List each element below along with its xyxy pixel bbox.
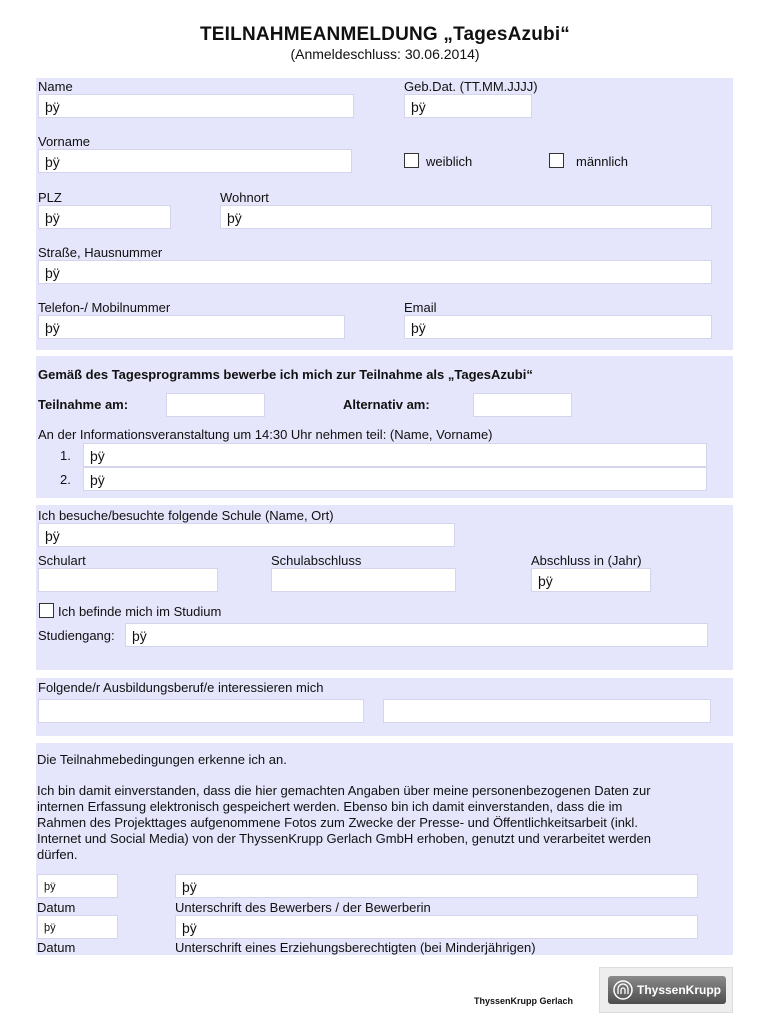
date-2-field[interactable]: þÿ [37,915,118,939]
company-logo [599,967,733,1013]
privacy-consent-text [37,783,717,863]
info-event-label: An der Informationsveranstaltung um 14:30 Uhr nehmen teil: (Name, Vorname) [38,427,493,442]
attendee-number: 1. [60,448,71,463]
vorname-label: Vorname [38,134,91,149]
apprenticeship-section [36,678,733,736]
date-1-field[interactable]: þÿ [37,874,118,898]
date-label: Teilnahme am: [38,397,129,412]
consent-section [36,743,733,955]
phone-field[interactable]: þÿ [38,315,345,339]
apprenticeship-label: Folgende/r Ausbildungsberuf/e interessieren mich [38,680,324,695]
email-field[interactable]: þÿ [404,315,712,339]
plz-label: PLZ [38,190,62,205]
studiengang-field[interactable]: þÿ [125,623,708,647]
studium-label: Ich befinde mich im Studium [58,604,222,619]
signature-guardian-field[interactable]: þÿ [175,915,698,939]
consent-line: Internet und Social Media) von der ThyssenKrupp Gerlach GmbH erhoben, genutzt und verarbeitet werden [37,831,651,846]
attendee-2-field[interactable]: þÿ [83,467,707,491]
consent-line: Rahmen des Projekttages aufgenommene Fotos zum Zwecke der Presse- und Öffentlichkeitsarbeit (inkl. [37,815,638,830]
year-field[interactable]: þÿ [531,568,651,592]
studium-checkbox[interactable] [39,603,54,618]
school-section [36,505,733,670]
consent-line: Ich bin damit einverstanden, dass die hier gemachten Angaben über meine personenbezogenen Daten zur [37,783,651,798]
attendee-1-field[interactable]: þÿ [83,443,707,467]
street-field[interactable]: þÿ [38,260,712,284]
vorname-field[interactable]: þÿ [38,149,352,173]
plz-field[interactable]: þÿ [38,205,171,229]
date-2-label: Datum [37,940,76,955]
school-label: Ich besuche/besuchte folgende Schule (Name, Ort) [38,508,334,523]
wohnort-field[interactable]: þÿ [220,205,712,229]
arches-icon [613,980,633,1000]
signature-applicant-field[interactable]: þÿ [175,874,698,898]
school-field[interactable]: þÿ [38,523,455,547]
schulart-field[interactable] [38,568,218,592]
consent-line: internen Erfassung elektronisch gespeichert werden. Ebenso bin ich damit einverstanden, dass die im [37,799,623,814]
form-title: TEILNAHMEANMELDUNG „TagesAzubi“ [199,24,570,45]
consent-line: dürfen. [37,847,78,862]
alt-date-label: Alternativ am: [343,397,430,412]
alt-date-field[interactable] [473,393,572,417]
signature-guardian-label: Unterschrift eines Erziehungsberechtigten (bei Minderjährigen) [175,940,536,955]
abschluss-field[interactable] [271,568,456,592]
female-label: weiblich [426,154,473,169]
dob-label: Geb.Dat. (TT.MM.JJJJ) [404,79,538,94]
company-name: ThyssenKrupp Gerlach [474,996,574,1006]
apprenticeship-field-1[interactable] [38,699,364,723]
street-label: Straße, Hausnummer [38,245,163,260]
year-label: Abschluss in (Jahr) [531,553,642,568]
email-label: Email [404,300,437,315]
deadline-subtitle: (Anmeldeschluss: 30.06.2014) [290,46,480,62]
program-section [36,356,733,498]
phone-label: Telefon-/ Mobilnummer [38,300,171,315]
female-checkbox[interactable] [404,153,419,168]
male-label: männlich [576,154,629,169]
personal-data-section [36,78,733,350]
studiengang-label: Studiengang: [38,628,115,643]
abschluss-label: Schulabschluss [271,553,362,568]
program-heading: Gemäß des Tagesprogramms bewerbe ich mich zur Teilnahme als „TagesAzubi“ [38,367,533,382]
logo-text: ThyssenKrupp [637,983,722,997]
wohnort-label: Wohnort [220,190,269,205]
logo-badge [608,976,726,1004]
apprenticeship-field-2[interactable] [383,699,711,723]
schulart-label: Schulart [38,553,86,568]
date-1-label: Datum [37,900,76,915]
attendee-number: 2. [60,472,71,487]
name-label: Name [38,79,73,94]
conditions-text: Die Teilnahmebedingungen erkenne ich an. [37,752,287,767]
date-field[interactable] [166,393,265,417]
signature-applicant-label: Unterschrift des Bewerbers / der Bewerberin [175,900,431,915]
dob-field[interactable]: þÿ [404,94,532,118]
name-field[interactable]: þÿ [38,94,354,118]
male-checkbox[interactable] [549,153,564,168]
